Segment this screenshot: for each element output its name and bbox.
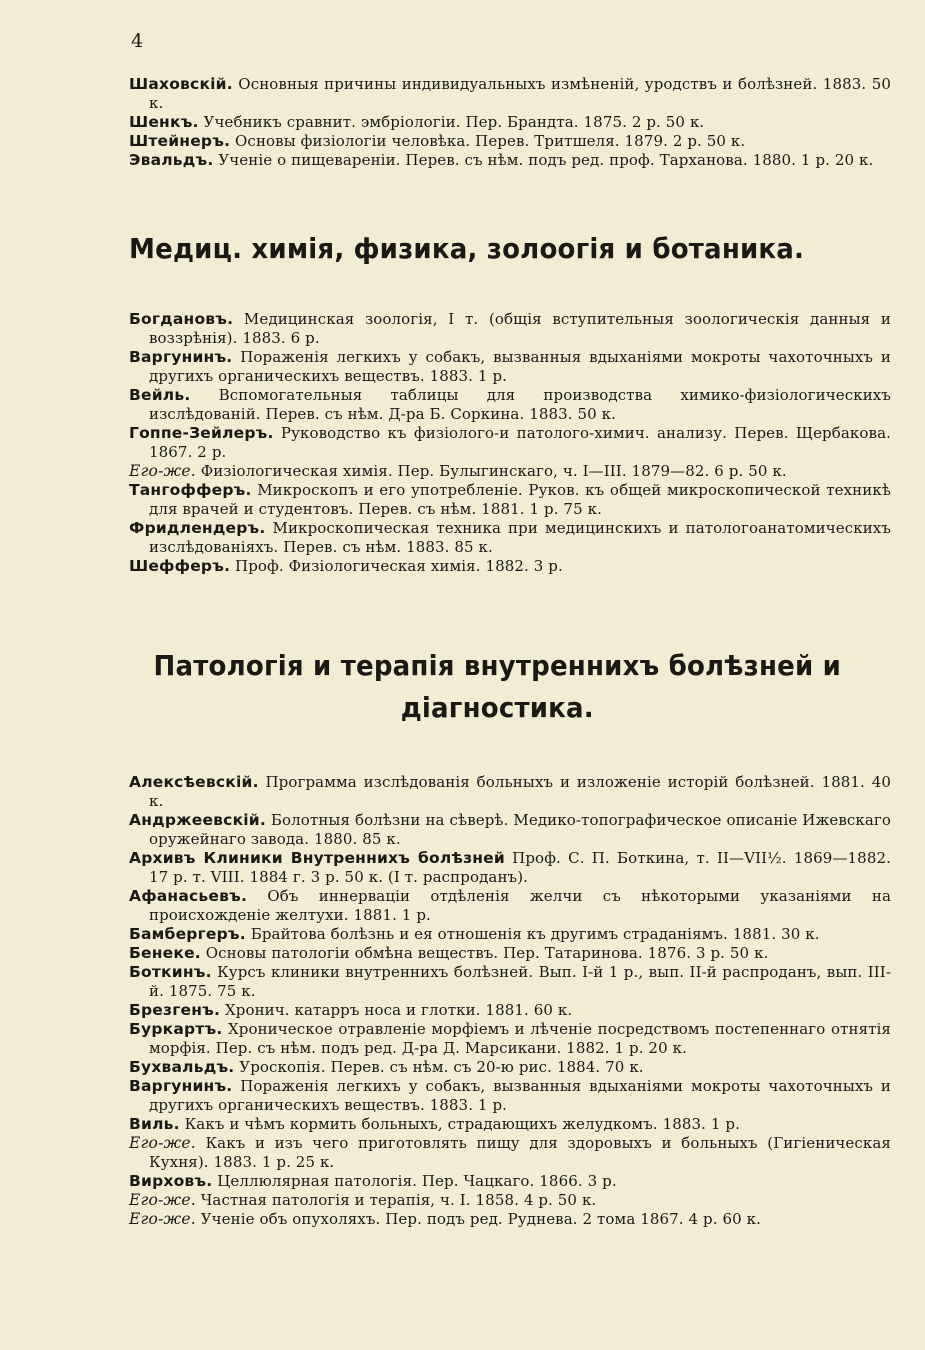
bibliography-entry <box>129 925 891 944</box>
section-heading-line: Патологія и терапія внутреннихъ болѣзней и <box>153 649 842 682</box>
top-entries <box>129 75 891 170</box>
entry-author: Афанасьевъ. <box>129 887 248 905</box>
entry-author: Андржеевскій. <box>129 811 266 829</box>
entry-text: Уроскопія. Перев. съ нѣм. съ 20-ю рис. 1884. 70 к. <box>234 1058 644 1076</box>
bibliography-entry <box>129 1077 891 1115</box>
entry-text: Учебникъ сравнит. эмбріологіи. Пер. Брандта. 1875. 2 р. 50 к. <box>198 113 705 131</box>
entry-author: Бамбергеръ. <box>129 925 246 943</box>
section-medical-chemistry <box>129 228 891 270</box>
entry-author: Варгунинъ. <box>129 1077 233 1095</box>
entry-text: Пораженія легкихъ у собакъ, вызванныя вдыханіями мокроты чахоточныхъ и другихъ органическихъ веществъ. 1883. 1 р. <box>149 1077 891 1114</box>
entry-text: Частная патологія и терапія, ч. I. 1858. 4 р. 50 к. <box>195 1191 597 1209</box>
entry-author: Богдановъ. <box>129 310 234 328</box>
bibliography-entry <box>129 773 891 811</box>
entry-author: Брезгенъ. <box>129 1001 221 1019</box>
entry-text: Брайтова болѣзнь и ея отношенія къ другимъ страданіямъ. 1881. 30 к. <box>245 925 820 943</box>
entry-text: Вспомогательныя таблицы для производства химико-физіологическихъ изслѣдованій. Перев. съ нѣм. Д-ра Б. Соркина. 1883. 50 к. <box>149 386 891 423</box>
bibliography-entry <box>129 1115 891 1134</box>
entry-author: Гоппе-Зейлеръ. <box>129 424 274 442</box>
entry-author: Его-же. <box>129 462 196 480</box>
entry-author: Его-же. <box>129 1210 196 1228</box>
bibliography-entry <box>129 151 891 170</box>
entry-author: Варгунинъ. <box>129 348 233 366</box>
bibliography-entry <box>129 132 891 151</box>
section-pathology <box>116 645 878 729</box>
page-number: 4 <box>131 30 144 52</box>
bibliography-entry <box>129 481 891 519</box>
section-heading: Медиц. химія, физика, золоогія и ботаника. <box>129 232 805 265</box>
bibliography-entry <box>129 519 891 557</box>
entry-text: Проф. Физіологическая химія. 1882. 3 р. <box>230 557 563 575</box>
entry-text: Какъ и чѣмъ кормить больныхъ, страдающихъ желудкомъ. 1883. 1 р. <box>179 1115 740 1133</box>
entry-author: Бухвальдъ. <box>129 1058 235 1076</box>
entry-author: Буркартъ. <box>129 1020 223 1038</box>
bibliography-entry <box>129 348 891 386</box>
bibliography-entry <box>129 1001 891 1020</box>
entry-text: Медицинская зоологія, I т. (общія вступительныя зоологическія данныя и воззрѣнія). 1883. 6 р. <box>149 310 891 347</box>
entry-author: Его-же. <box>129 1134 196 1152</box>
entry-text: Ученіе о пищевареніи. Перев. съ нѣм. подъ ред. проф. Тарханова. 1880. 1 р. 20 к. <box>213 151 874 169</box>
section-heading <box>116 645 879 729</box>
bibliography-entry <box>129 811 891 849</box>
entry-text: Физіологическая химія. Пер. Булыгинскаго, ч. I—III. 1879—82. 6 р. 50 к. <box>195 462 787 480</box>
entry-author: Алексѣевскій. <box>129 773 259 791</box>
entry-text: Объ иннерваціи отдѣленія желчи съ нѣкоторыми указаніями на происхожденіе желтухи. 1881. 1 р. <box>149 887 891 924</box>
entry-author: Шаховскій. <box>129 75 233 93</box>
entry-author: Шефферъ. <box>129 557 231 575</box>
bibliography-entry <box>129 1210 891 1229</box>
entry-author: Бенеке. <box>129 944 201 962</box>
entry-text: Хроническое отравленіе морфіемъ и лѣченіе посредствомъ постепеннаго отнятія морфія. Пер. съ нѣм. подъ ред. Д-ра Д. Марсикани. 1882. 1 р. 20 к. <box>149 1020 891 1057</box>
bibliography-entry <box>129 424 891 462</box>
bibliography-entry <box>129 944 891 963</box>
entry-author: Штейнеръ. <box>129 132 231 150</box>
entry-text: Основныя причины индивидуальныхъ измѣненій, уродствъ и болѣзней. 1883. 50 к. <box>149 75 891 112</box>
entry-text: Какъ и изъ чего приготовлять пищу для здоровыхъ и больныхъ (Гигіеническая Кухня). 1883. 1 р. 25 к. <box>149 1134 891 1171</box>
entry-author: Эвальдъ. <box>129 151 214 169</box>
bibliography-entry <box>129 1058 891 1077</box>
entry-text: Основы физіологіи человѣка. Перев. Тритшеля. 1879. 2 р. 50 к. <box>230 132 746 150</box>
entry-author: Вирховъ. <box>129 1172 213 1190</box>
bibliography-entry <box>129 557 891 576</box>
entry-text: Болотныя болѣзни на сѣверѣ. Медико-топографическое описаніе Ижевскаго оружейнаго завода. 1880. 85 к. <box>149 811 891 848</box>
entry-author: Виль. <box>129 1115 180 1133</box>
bibliography-entry <box>129 113 891 132</box>
entry-text: Ученіе объ опухоляхъ. Пер. подъ ред. Руднева. 2 тома 1867. 4 р. 60 к. <box>195 1210 761 1228</box>
entry-text: Микроскопическая техника при медицинскихъ и патологоанатомическихъ изслѣдованіяхъ. Перев. съ нѣм. 1883. 85 к. <box>149 519 891 556</box>
bibliography-entry <box>129 887 891 925</box>
entry-author: Вейль. <box>129 386 191 404</box>
bibliography-entry <box>129 75 891 113</box>
entry-author: Боткинъ. <box>129 963 212 981</box>
bibliography-entry <box>129 1191 891 1210</box>
entry-text: Проф. С. П. Боткина, т. II—VII½. 1869—1882. 17 р. т. VIII. 1884 г. 3 р. 50 к. (I т. распроданъ). <box>149 849 891 886</box>
entry-author: Тангофферъ. <box>129 481 252 499</box>
entry-author: Фридлендеръ. <box>129 519 266 537</box>
entry-text: Программа изслѣдованія больныхъ и изложеніе исторій болѣзней. 1881. 40 к. <box>149 773 891 810</box>
bibliography-entry <box>129 849 891 887</box>
entry-text: Хронич. катарръ носа и глотки. 1881. 60 к. <box>220 1001 573 1019</box>
entry-text: Основы патологіи обмѣна веществъ. Пер. Татаринова. 1876. 3 р. 50 к. <box>200 944 769 962</box>
entry-text: Пораженія легкихъ у собакъ, вызванныя вдыханіями мокроты чахоточныхъ и другихъ органическихъ веществъ. 1883. 1 р. <box>149 348 891 385</box>
entry-text: Курсъ клиники внутреннихъ болѣзней. Вып. I-й 1 р., вып. II-й распроданъ, вып. III-й. 1875. 75 к. <box>149 963 891 1000</box>
section-medical-chemistry-entries <box>129 310 891 576</box>
entry-text: Микроскопъ и его употребленіе. Руков. къ общей микроскопической техникѣ для врачей и студентовъ. Перев. съ нѣм. 1881. 1 р. 75 к. <box>149 481 891 518</box>
section-heading-line: діагностика. <box>400 691 594 724</box>
bibliography-entry <box>129 963 891 1001</box>
entry-author: Шенкъ. <box>129 113 199 131</box>
entry-author: Архивъ Клиники Внутреннихъ болѣзней <box>129 849 505 867</box>
entry-text: Целлюлярная патологія. Пер. Чацкаго. 1866. 3 р. <box>212 1172 617 1190</box>
bibliography-entry <box>129 386 891 424</box>
bibliography-entry <box>129 1134 891 1172</box>
bibliography-entry <box>129 310 891 348</box>
bibliography-entry <box>129 1172 891 1191</box>
entry-text: Руководство къ физіолого-и патолого-химич. анализу. Перев. Щербакова. 1867. 2 р. <box>149 424 891 461</box>
entry-author: Его-же. <box>129 1191 196 1209</box>
section-pathology-entries <box>129 773 891 1229</box>
bibliography-entry <box>129 462 891 481</box>
bibliography-entry <box>129 1020 891 1058</box>
